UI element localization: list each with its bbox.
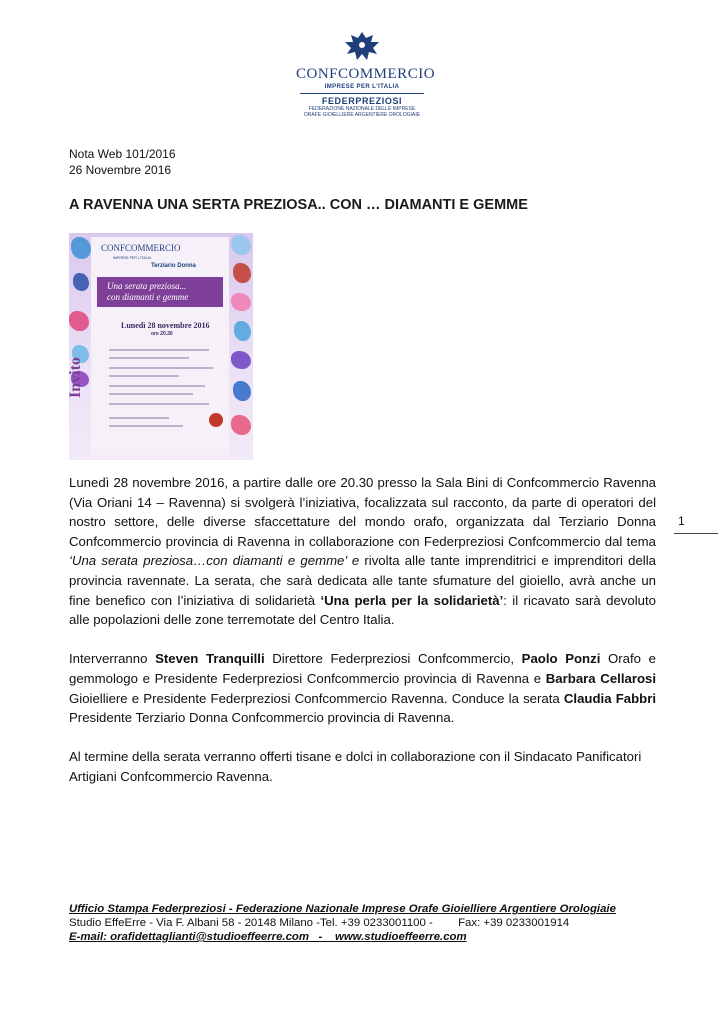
logo-federpreziosi: FEDERPREZIOSI: [321, 96, 403, 106]
flyer-card: [91, 237, 229, 455]
flyer-hour: ore 20.30: [151, 331, 173, 337]
nota-number: Nota Web 101/2016: [69, 147, 176, 161]
flyer-text-line: [109, 349, 209, 351]
p2-text-g: Gioielliere e Presidente Federpreziosi Confcommercio Ravenna. Conduce la serata: [69, 690, 564, 706]
flyer-headline-1: Una serata preziosa...: [107, 281, 187, 291]
confcommercio-logo: [296, 30, 436, 118]
article-body: [69, 473, 656, 806]
flyer-text-line: [109, 403, 209, 405]
eagle-emblem-icon: [341, 30, 383, 64]
speaker-ponzi: Paolo Ponzi: [521, 651, 601, 667]
p1-text-e: : il ricavato sarà devoluto alle popolazioni delle zone terremotate del Centro Italia.: [69, 592, 656, 628]
speaker-fabbri: Claudia Fabbri: [563, 690, 656, 706]
flyer-text-line: [109, 417, 169, 419]
gem-decoration: [73, 273, 89, 291]
flyer-org: Terziario Donna: [151, 263, 196, 269]
flyer-date: Lunedì 28 novembre 2016: [121, 321, 210, 330]
event-flyer-image: [69, 233, 253, 460]
logo-brand: CONFCOMMERCIO: [296, 66, 436, 82]
flyer-logo: CONFCOMMERCIO: [101, 243, 181, 253]
p2-text-e: Orafo e gemmologo e Presidente Federpreziosi Confcommercio provincia di Ravenna e: [69, 651, 656, 686]
p2-text-i: Presidente Terziario Donna Confcommercio provincia di Ravenna.: [69, 710, 455, 726]
gem-decoration: [231, 235, 251, 255]
footer-address: Studio EffeErre - Via F. Albani 58 - 20148 Milano -Tel. +39 0233001100 - Fax: +39 0233001914: [69, 917, 570, 929]
flyer-banner: [97, 277, 223, 307]
flyer-text-line: [109, 385, 205, 387]
p2-text-c: Direttore Federpreziosi Confcommercio,: [264, 651, 522, 667]
gem-decoration: [231, 351, 251, 369]
flyer-headline: [107, 281, 188, 303]
p1-event-theme: ‘Una serata preziosa…con diamanti e gemme’ e: [69, 553, 360, 569]
logo-desc-2: ORAFE GIOIELLIERE ARGENTIERE OROLOGIAIE: [303, 112, 421, 118]
gem-decoration: [233, 381, 251, 401]
page-number-rule: [674, 533, 718, 534]
flyer-invito-label: Invito: [67, 357, 84, 398]
speaker-cellarosi: Barbara Cellarosi: [545, 670, 657, 686]
p1-text-c: rivolta alle tante imprenditrici e imprenditori della provincia ravennate. La serata, che sarà dedicata alle tante sfumature del gioiello, avrà anche un fine benefico con l’iniziativa di solidarietà: [69, 553, 656, 608]
gem-decoration: [234, 321, 251, 341]
flyer-seal-icon: [209, 413, 223, 427]
p1-solidarity-initiative: ‘Una perla per la solidarietà’: [320, 592, 504, 608]
footer: [69, 902, 616, 944]
footer-office: Ufficio Stampa Federpreziosi - Federazione Nazionale Imprese Orafe Gioielliere Argentiere Orologiaie: [69, 903, 616, 915]
footer-contacts: E-mail: orafidettaglianti@studioeffeerre.com - www.studioeffeerre.com: [69, 931, 467, 943]
logo-divider: [300, 93, 424, 94]
gem-decoration: [231, 293, 251, 311]
flyer-text-line: [109, 425, 183, 427]
speaker-tranquilli: Steven Tranquilli: [155, 651, 265, 667]
paragraph-3: Al termine della serata verranno offerti tisane e dolci in collaborazione con il Sindacato Panificatori Artigiani Confcommercio Ravenna.: [69, 749, 642, 784]
flyer-tagline: IMPRESE PER L'ITALIA: [113, 256, 151, 260]
flyer-text-line: [109, 357, 189, 359]
gem-decoration: [233, 263, 251, 283]
logo-desc-1: FEDERAZIONE NAZIONALE DELLE IMPRESE: [308, 106, 416, 112]
p1-text-a: Lunedì 28 novembre 2016, a partire dalle ore 20.30 presso la Sala Bini di Confcommercio Ravenna (Via Oriani 14 – Ravenna) si svolgerà l’iniziativa, focalizzata sul racconto, da parte di operatori del nostro settore, delle diverse sfaccettature del mondo orafo, organizzata dal Terziario Donna Confcommercio provincia di Ravenna in collaborazione con Federpreziosi Confcommercio dal tema: [69, 475, 656, 549]
page-number: 1: [678, 514, 685, 528]
reference-block: [69, 146, 176, 178]
flyer-headline-2: con diamanti e gemme: [107, 292, 189, 302]
p2-text-a: Interverranno: [69, 651, 156, 667]
paragraph-1: [69, 473, 656, 630]
page-title: A RAVENNA UNA SERTA PREZIOSA.. CON … DIAMANTI E GEMME: [69, 197, 528, 213]
nota-date: 26 Novembre 2016: [69, 163, 172, 177]
flyer-text-line: [109, 393, 193, 395]
flyer-text-line: [109, 367, 213, 369]
paragraph-2: [69, 649, 656, 727]
flyer-text-line: [109, 375, 179, 377]
gem-decoration: [231, 415, 251, 435]
gem-decoration: [69, 311, 89, 331]
gem-decoration: [71, 237, 91, 259]
logo-tagline: IMPRESE PER L'ITALIA: [324, 84, 400, 90]
